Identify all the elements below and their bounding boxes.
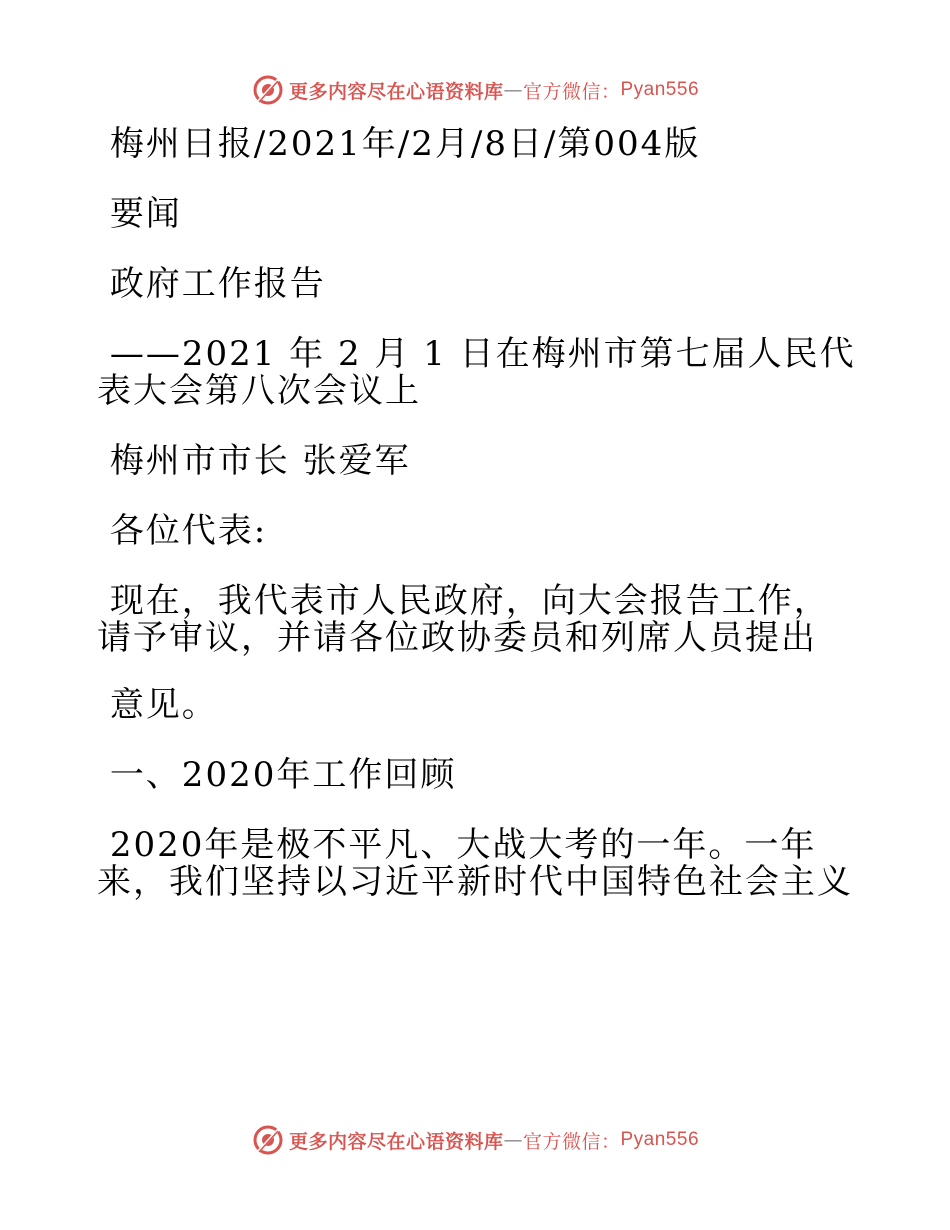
watermark-separator: —: [503, 79, 523, 101]
watermark-wechat-id: Pyan556: [620, 79, 700, 100]
watermark-official-label: 官方微信：: [522, 1130, 621, 1153]
body-paragraph: 现在，我代表市人民政府，向大会报告工作，请予审议，并请各位政协委员和列席人员提出: [97, 581, 830, 658]
section-heading: 一、2020年工作回顾: [97, 755, 457, 795]
body-paragraph: 意见。: [97, 685, 218, 725]
watermark-separator: —: [503, 1129, 523, 1151]
watermark-wechat-id: Pyan556: [620, 1129, 700, 1150]
salutation: 各位代表:: [97, 511, 268, 551]
watermark-official-label: 官方微信：: [522, 80, 621, 103]
report-title: 政府工作报告: [97, 264, 326, 304]
footer-watermark: [0, 1120, 950, 1160]
report-author: 梅州市市长 张爱军: [97, 441, 411, 481]
pen-logo-icon: [251, 1123, 285, 1157]
pen-logo-icon: [251, 73, 285, 107]
newspaper-source-line: 梅州日报/2021年/2月/8日/第004版: [97, 124, 701, 164]
header-watermark: [0, 70, 950, 110]
report-subtitle: ——2021 年 2 月 1 日在梅州市第七届人民代表大会第八次会议上: [97, 334, 856, 411]
watermark-main-text: 更多内容尽在心语资料库: [288, 80, 504, 103]
section-label: 要闻: [97, 194, 182, 234]
document-body: [97, 126, 857, 934]
watermark-main-text: 更多内容尽在心语资料库: [288, 1130, 504, 1153]
body-paragraph: 2020年是极不平凡、大战大考的一年。一年来，我们坚持以习近平新时代中国特色社会主义: [97, 825, 853, 902]
